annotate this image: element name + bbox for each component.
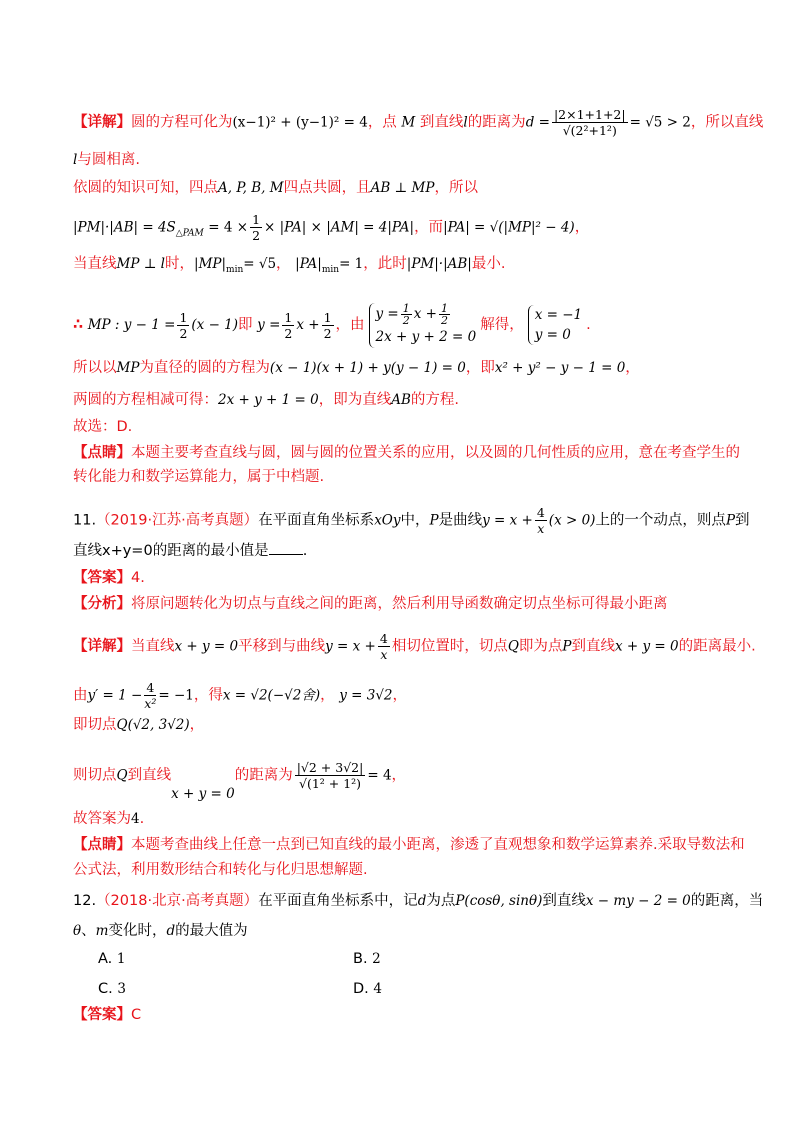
q10-answer-line: 故选：D.	[73, 419, 133, 435]
q12-number: 12.	[73, 893, 97, 909]
q11-source: （2019·江苏·高考真题）	[96, 512, 259, 529]
q11-number: 11.	[73, 512, 97, 529]
option-d: D. 4	[353, 981, 382, 997]
circle-equation: (x−1)² + (y−1)² = 4	[232, 114, 368, 131]
q10-detail-line-5: 当直线MP ⊥ l时，$|MP|_{min}= √5$， $|PA|_{min}= 1$，此时|PM|·|AB|最小.	[73, 256, 506, 275]
solution-system: x = −1 y = 0	[528, 305, 582, 345]
q11-question-line-2: 直线x+y=0的距离的最小值是 .	[73, 543, 308, 559]
q11-detail-line-3: 即切点Q(√2, 3√2)，	[73, 717, 205, 733]
distance-fraction: $\frac{|2\times 1+1+2|}{\text{√(2²+1²)}}$	[553, 107, 626, 138]
q12-answer-line: 【答案】C	[73, 1007, 142, 1023]
q12-question-line-2: θ、m变化时，d的最大值为	[73, 923, 248, 939]
q12-question-line-1: 12.（2018·北京·高考真题）在平面直角坐标系中，记d为点P(cosθ, sinθ)到直线x − my − 2 = 0的距离，当	[73, 893, 764, 909]
equation-system: y = $\frac{1}{2}$ x + $\frac{1}{2}$ 2x + y + 2 = 0	[369, 303, 477, 348]
q11-detail-line-5: 故答案为4.	[73, 811, 145, 827]
q10-comment-line-1: 【点睛】本题主要考查直线与圆，圆与圆的位置关系的应用，以及圆的几何性质的应用，意在考查学生的	[73, 445, 740, 461]
q10-detail-line-4: $|PM|\cdot|AB| = 4S_{\triangle PAM} = 4$ × $\frac{1}{2}$ × |PA| × |AM| = 4|PA|，而|PA| = √(|MP|² − 4)，	[73, 212, 590, 243]
q11-detail-line-4: 则切点Q到直线x + y = 0的距离为 $\frac{|√2 + 3√2|}{\text{√(1² + 1²)}}$ = 4，	[73, 760, 407, 802]
detail-tag: 【详解】	[73, 114, 131, 131]
q11-detail-line-2: 由y′ = 1 − $\frac{4}{\text{x²}}$ = −1，得x = √2(−√2舍)， y = 3√2，	[73, 680, 408, 711]
option-a: A. 1	[98, 951, 126, 967]
q10-detail-line-1: 【详解】圆的方程可化为(x−1)² + (y−1)² = 4，点 M 到直线l的距离为d = $\frac{|2\times 1+1+2|}{\text{√(2²+1²)}}$ = √5 > 2，所以直线	[73, 107, 764, 138]
q10-detail-line-2: l与圆相离.	[73, 152, 140, 168]
q11-detail-line-1: 【详解】当直线x + y = 0平移到与曲线y = x + $\frac{4}{x}$ 相切位置时，切点Q即为点P到直线x + y = 0的距离最小.	[73, 631, 756, 662]
q11-analysis-line: 【分析】将原问题转化为切点与直线之间的距离，然后利用导函数确定切点坐标可得最小距离	[73, 596, 668, 612]
answer-blank	[269, 554, 303, 555]
q11-question-line-1: 11.（2019·江苏·高考真题）在平面直角坐标系xOy中，P是曲线y = x + $\frac{4}{x}$ (x > 0)上的一个动点，则点P到	[73, 505, 750, 536]
q11-comment-line-2: 公式法，利用数形结合和转化与化归思想解题.	[73, 862, 368, 878]
q10-detail-line-8: 两圆的方程相减可得：2x + y + 1 = 0，即为直线AB的方程.	[73, 392, 459, 408]
option-b: B. 2	[353, 951, 381, 967]
option-c: C. 3	[98, 981, 126, 997]
q11-answer-line: 【答案】4.	[73, 570, 145, 586]
q10-detail-line-3: 依圆的知识可知，四点A, P, B, M四点共圆，且AB ⊥ MP，所以	[73, 180, 478, 196]
q12-source: （2018·北京·高考真题）	[96, 893, 259, 909]
q10-comment-line-2: 转化能力和数学运算能力，属于中档题.	[73, 469, 325, 485]
q10-detail-line-6: ∴ MP : y − 1 = $\frac{1}{2}$ (x − 1)即 y = $\frac{1}{2}$ x + $\frac{1}{2}$ ，由 y = $\frac{1}{2}$ x + $\frac{1}{2}$ 2x + y + 2 = 0 解得， x = −1 y = 0 .	[73, 297, 740, 353]
q10-detail-line-7: 所以以MP为直径的圆的方程为(x − 1)(x + 1) + y(y − 1) = 0，即x² + y² − y − 1 = 0，	[73, 360, 640, 376]
q11-comment-line-1: 【点睛】本题考查曲线上任意一点到已知直线的最小距离，渗透了直观想象和数学运算素养.采取导数法和	[73, 837, 745, 853]
